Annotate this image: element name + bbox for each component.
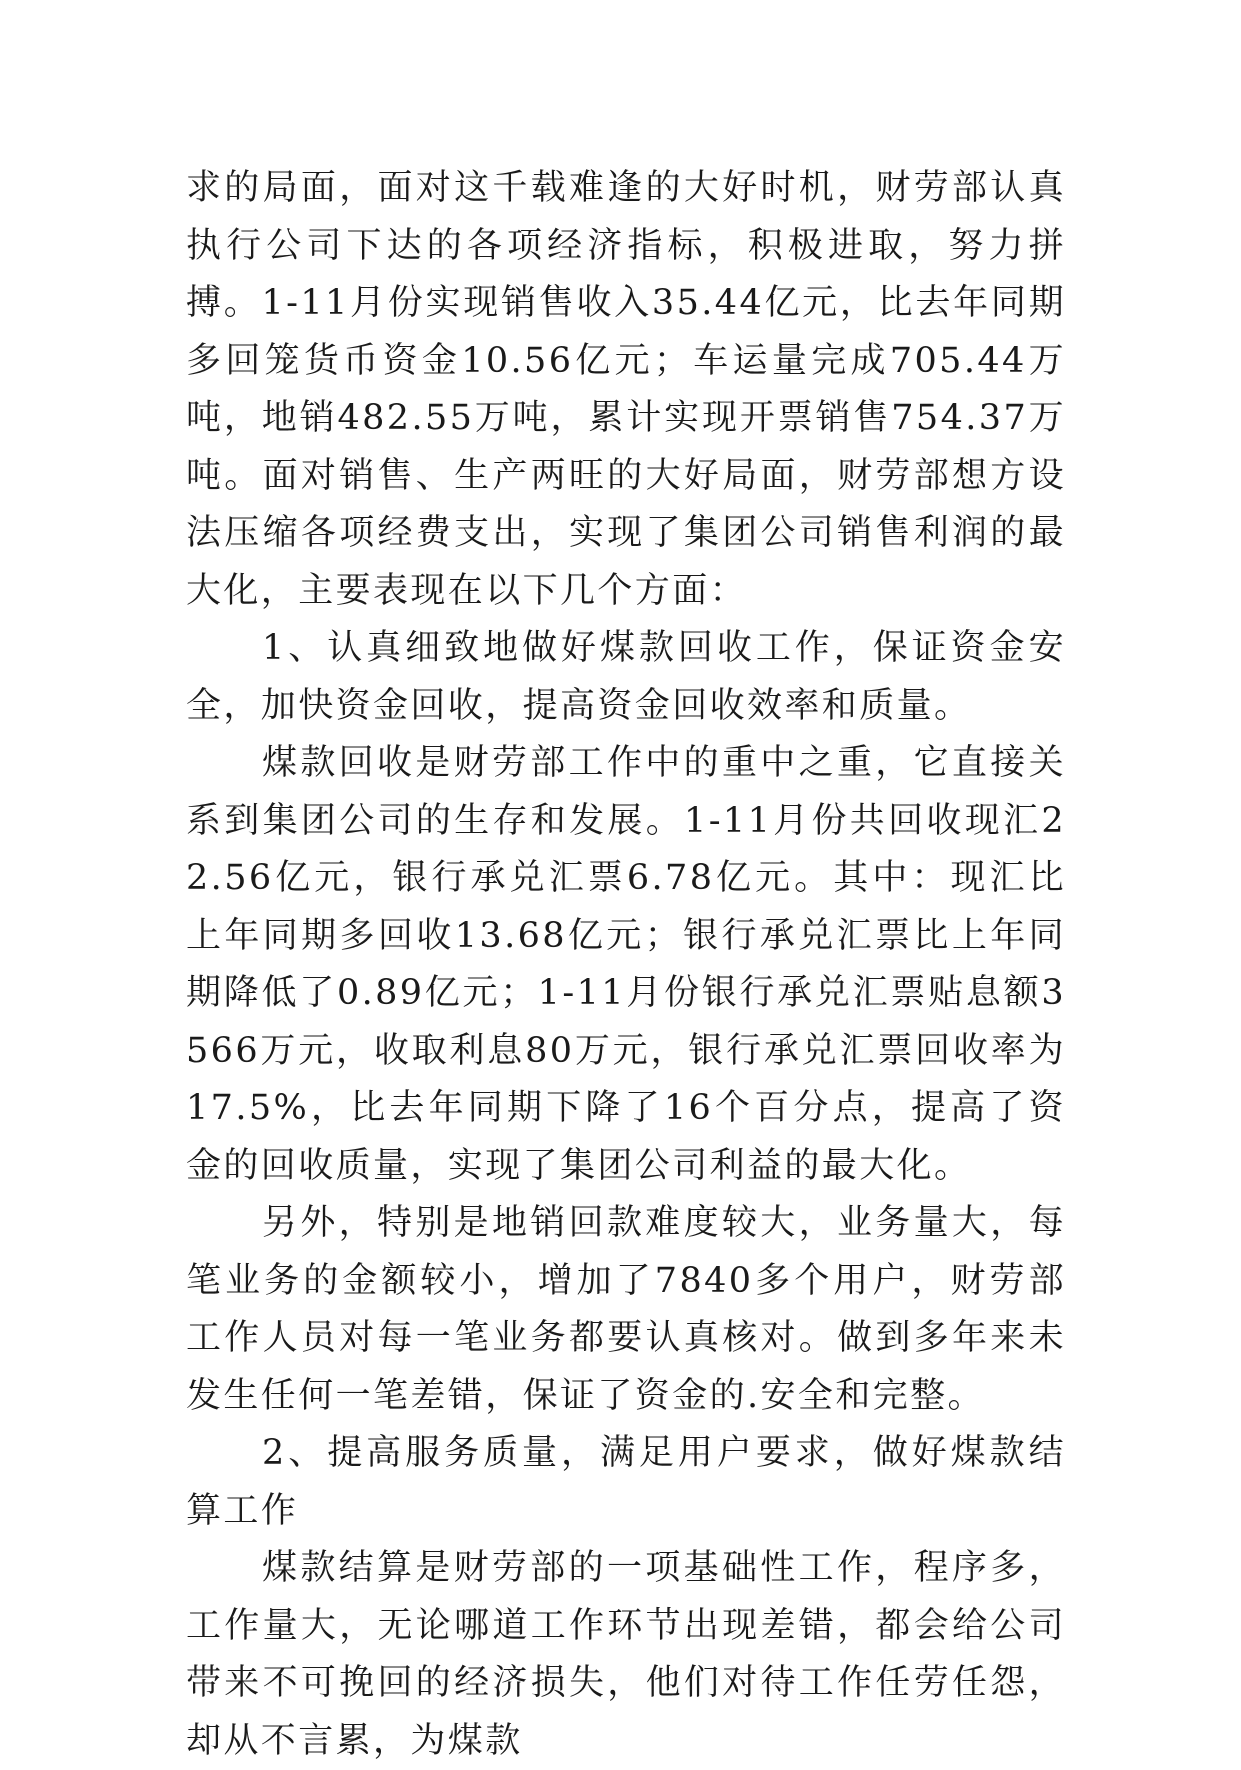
document-body [186,160,1066,1770]
paragraph-5-heading-2: 2、提高服务质量，满足用户要求，做好煤款结算工作 [186,1433,1066,1531]
paragraph-4: 另外，特别是地销回款难度较大，业务量大，每笔业务的金额较小，增加了7840多个用户，财劳部工作人员对每一笔业务都要认真核对。做到多年来未发生任何一笔差错，保证了资金的.安全和完整。 [186,1203,1066,1416]
paragraph-2-heading-1: 1、认真细致地做好煤款回收工作，保证资金安全，加快资金回收，提高资金回收效率和质量。 [186,628,1066,726]
paragraph-3: 煤款回收是财劳部工作中的重中之重，它直接关系到集团公司的生存和发展。1-11月份共回收现汇22.56亿元，银行承兑汇票6.78亿元。其中：现汇比上年同期多回收13.68亿元；银行承兑汇票比上年同期降低了0.89亿元；1-11月份银行承兑汇票贴息额3566万元，收取利息80万元，银行承兑汇票回收率为17.5%，比去年同期下降了16个百分点，提高了资金的回收质量，实现了集团公司利益的最大化。 [186,743,1066,1186]
paragraph-1: 求的局面，面对这千载难逢的大好时机，财劳部认真执行公司下达的各项经济指标，积极进取，努力拼搏。1-11月份实现销售收入35.44亿元，比去年同期多回笼货币资金10.56亿元；车运量完成705.44万吨，地销482.55万吨，累计实现开票销售754.37万吨。面对销售、生产两旺的大好局面，财劳部想方设法压缩各项经费支出，实现了集团公司销售利润的最大化，主要表现在以下几个方面： [186,168,1066,611]
paragraph-6: 煤款结算是财劳部的一项基础性工作，程序多，工作量大，无论哪道工作环节出现差错，都会给公司带来不可挽回的经济损失，他们对待工作任劳任怨，却从不言累，为煤款 [186,1548,1066,1761]
